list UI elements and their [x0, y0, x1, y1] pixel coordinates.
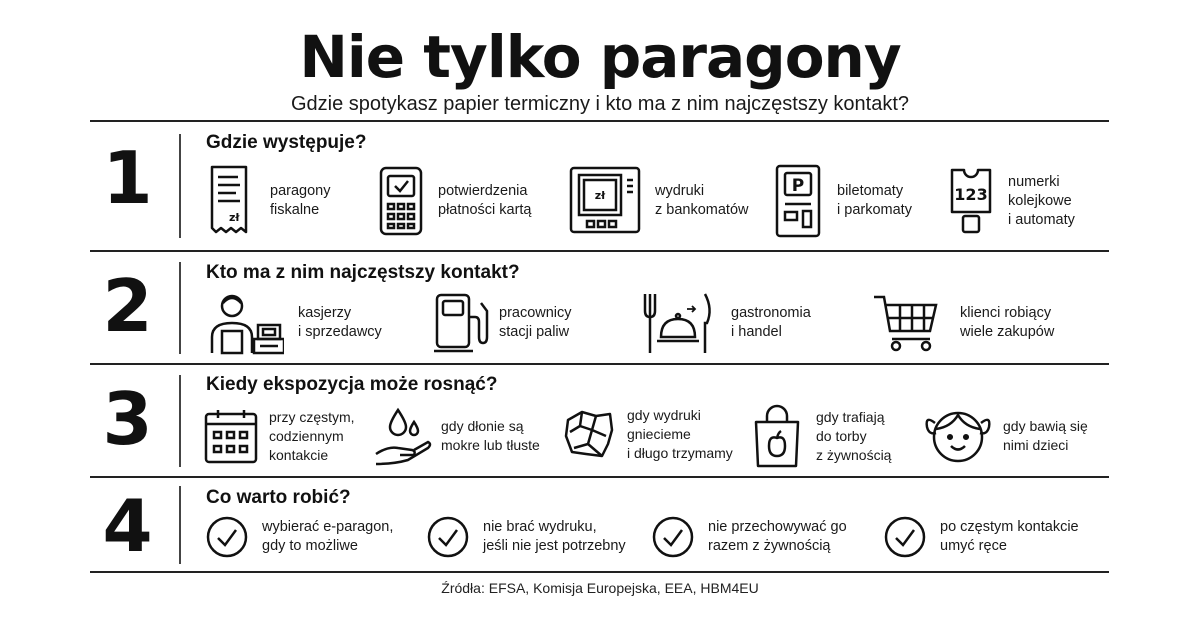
check-circle-icon [204, 514, 250, 560]
item-cashiers [208, 290, 382, 356]
section-1 [90, 122, 1109, 250]
item-crumpled-prints [562, 403, 733, 465]
svg-text:123: 123 [954, 185, 988, 204]
item-label: paragony fiskalne [270, 183, 331, 218]
item-queue-tickets [944, 162, 1075, 240]
check-circle-icon [650, 514, 696, 560]
item-label: gdy trafiają do torby z żywnością [816, 408, 892, 463]
item-label: gdy wydruki gniecieme i długo trzymamy [627, 406, 733, 461]
item-gastronomy [641, 290, 811, 356]
section-3 [90, 365, 1109, 475]
section-number: 1 [102, 136, 153, 220]
crumpled-paper-icon [562, 403, 616, 465]
section-divider [179, 134, 181, 238]
item-ticket-machines [773, 162, 912, 240]
section-heading: Kto ma z nim najczęstszy kontakt? [206, 262, 520, 283]
svg-text:P: P [791, 176, 805, 196]
queue-ticket-icon [944, 162, 998, 240]
tip-skip-printout [425, 514, 626, 560]
check-circle-icon [425, 514, 471, 560]
item-food-bag [751, 405, 891, 467]
tip-e-receipt [204, 514, 393, 560]
item-label: gdy bawią się nimi dzieci [1003, 418, 1088, 453]
item-label: biletomaty i parkomaty [837, 183, 912, 218]
item-card-payments [378, 162, 532, 240]
item-label: nie brać wydruku, jeśli nie jest potrzebny [483, 519, 626, 554]
card-terminal-icon [378, 162, 424, 240]
section-divider [179, 375, 181, 467]
section-number: 3 [102, 377, 153, 461]
item-atm [569, 162, 749, 240]
item-label: wydruki z bankomatów [655, 183, 749, 218]
tip-wash-hands [882, 514, 1079, 560]
item-label: numerki kolejkowe i automaty [1008, 173, 1075, 228]
item-label: nie przechowywać go razem z żywnością [708, 519, 847, 554]
check-circle-icon [882, 514, 928, 560]
svg-text:zł: zł [594, 189, 606, 202]
cloche-cutlery-icon [641, 290, 715, 356]
shopping-cart-icon [872, 290, 940, 356]
divider [90, 571, 1109, 573]
atm-icon [569, 162, 641, 240]
section-number: 4 [102, 484, 153, 568]
item-frequent-contact [204, 405, 355, 467]
food-bag-icon [751, 405, 803, 467]
page-subtitle: Gdzie spotykasz papier termiczny i kto ma z nim najczęstszy kontakt? [290, 93, 909, 115]
calendar-icon [204, 405, 258, 467]
item-wet-hands [374, 405, 540, 467]
section-heading: Kiedy ekspozycja może rosnąć? [206, 374, 498, 395]
item-label: pracownicy stacji paliw [499, 305, 572, 340]
svg-text:zł: zł [229, 211, 240, 224]
wet-hand-icon [374, 405, 434, 467]
section-2 [90, 252, 1109, 362]
item-label: przy częstym, codziennym kontakcie [269, 408, 355, 463]
parking-machine-icon [773, 162, 823, 240]
item-label: gastronomia i handel [731, 305, 811, 340]
item-label: klienci robiący wiele zakupów [960, 305, 1055, 340]
item-shoppers [872, 290, 1054, 356]
item-label: kasjerzy i sprzedawcy [298, 305, 382, 340]
sources-footer: Źródła: EFSA, Komisja Europejska, EEA, HBM4EU [441, 580, 759, 596]
item-label: wybierać e-paragon, gdy to możliwe [262, 519, 394, 554]
section-divider [179, 262, 181, 354]
section-number: 2 [102, 264, 153, 348]
fuel-pump-icon [433, 290, 489, 356]
receipt-icon [206, 162, 252, 240]
cashier-icon [208, 290, 284, 356]
item-label: gdy dłonie są mokre lub tłuste [441, 418, 540, 453]
page-title: Nie tylko paragony [299, 23, 901, 91]
section-heading: Gdzie występuje? [206, 132, 367, 153]
item-fuel-workers [433, 290, 572, 356]
item-label: potwierdzenia płatności kartą [438, 183, 532, 218]
item-children [923, 405, 1088, 467]
child-face-icon [923, 405, 993, 467]
tip-separate-food [650, 514, 847, 560]
section-divider [179, 486, 181, 564]
section-4 [90, 478, 1109, 570]
item-receipts [206, 162, 330, 240]
item-label: po częstym kontakcie umyć ręce [940, 519, 1079, 554]
section-heading: Co warto robić? [206, 487, 351, 508]
